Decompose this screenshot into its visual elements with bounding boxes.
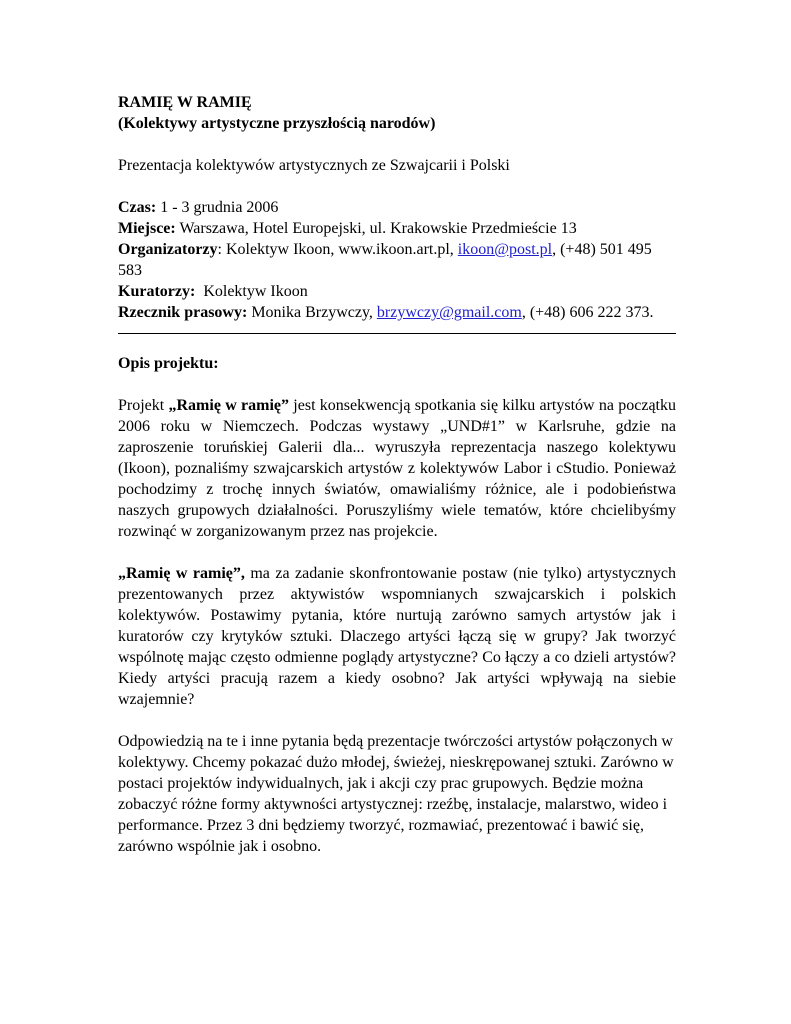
press-label: Rzecznik prasowy: xyxy=(118,304,248,321)
document-content xyxy=(118,92,676,857)
organizers-line xyxy=(118,239,676,281)
paragraph-2-text: ma za zadanie skonfrontowanie postaw (nie tylko) artystycznych prezentowanych przez aktywistów wspomnianych szwajcarskich i polskich kolektywów. Postawimy pytania, które nurtują zarówno samych artystów jak i kuratorów czy krytyków sztuki. Dlaczego artyści łączą się w grupy? Jak tworzyć wspólnotę mając często odmienne poglądy artystyczne? Co łączy a co dzieli artystów? Kiedy artyści pracują razem a kiedy osobno? Jak artyści wpływają na siebie wzajemnie? xyxy=(118,565,676,708)
time-label: Czas: xyxy=(118,199,157,216)
section-heading: Opis projektu: xyxy=(118,355,219,372)
paragraph-3: Odpowiedzią na te i inne pytania będą prezentacje twórczości artystów połączonych w kolektywy. Chcemy pokazać dużo młodej, świeżej, nieskrępowanej sztuki. Zarówno w postaci projektów indywidualnych, jak i akcji czy prac grupowych. Będzie można zobaczyć różne formy aktywności artystycznej: rzeźbę, instalacje, malarstwo, wideo i performance. Przez 3 dni będziemy tworzyć, rozmawiać, prezentować i bawić się, zarówno wspólnie jak i osobno. xyxy=(118,733,674,855)
press-line xyxy=(118,302,676,323)
press-email-link[interactable]: brzywczy@gmail.com xyxy=(376,304,522,321)
place-line xyxy=(118,218,676,239)
organizers-value: : Kolektyw Ikoon, www.ikoon.art.pl, xyxy=(217,241,458,258)
time-value: 1 - 3 grudnia 2006 xyxy=(156,199,279,216)
press-value: Monika Brzywczy, xyxy=(247,304,377,321)
document-title: RAMIĘ W RAMIĘ xyxy=(118,94,252,111)
time-line xyxy=(118,197,676,218)
paragraph-1-start: Projekt xyxy=(118,397,169,414)
intro-text: Prezentacja kolektywów artystycznych ze Szwajcarii i Polski xyxy=(118,157,510,174)
curators-label: Kuratorzy: xyxy=(118,283,196,300)
organizers-email-link[interactable]: ikoon@post.pl xyxy=(457,241,553,258)
press-phone: , (+48) 606 222 373. xyxy=(521,304,654,321)
organizers-label: Organizatorzy xyxy=(118,241,218,258)
document-subtitle: (Kolektywy artystyczne przyszłością narodów) xyxy=(118,115,436,132)
curators-line xyxy=(118,281,676,302)
horizontal-divider xyxy=(118,333,676,334)
details-block xyxy=(118,197,676,323)
paragraph-2 xyxy=(118,563,676,710)
place-label: Miejsce: xyxy=(118,220,176,237)
paragraph-2-project-name: „Ramię w ramię”, xyxy=(118,565,245,582)
paragraph-1-text: jest konsekwencją spotkania się kilku artystów na początku 2006 roku w Niemczech. Podczas wystawy „UND#1” w Karlsruhe, gdzie na zaproszenie toruńskiej Galerii dla... wyruszyła reprezentacja naszego kolektywu (Ikoon), poznaliśmy szwajcarskich artystów z kolektywów Labor i cStudio. Ponieważ pochodzimy z trochę innych światów, omawialiśmy różnice, ale i podobieństwa naszych grupowych działalności. Poruszyliśmy wiele tematów, które chcielibyśmy rozwinąć w zorganizowanym przez nas projekcie. xyxy=(118,397,676,540)
paragraph-1-project-name: „Ramię w ramię” xyxy=(168,397,290,414)
curators-value: Kolektyw Ikoon xyxy=(195,283,308,300)
paragraph-1 xyxy=(118,395,676,542)
organizers-phone: , (+48) 501 495 583 xyxy=(118,241,652,279)
place-value: Warszawa, Hotel Europejski, ul. Krakowskie Przedmieście 13 xyxy=(175,220,577,237)
